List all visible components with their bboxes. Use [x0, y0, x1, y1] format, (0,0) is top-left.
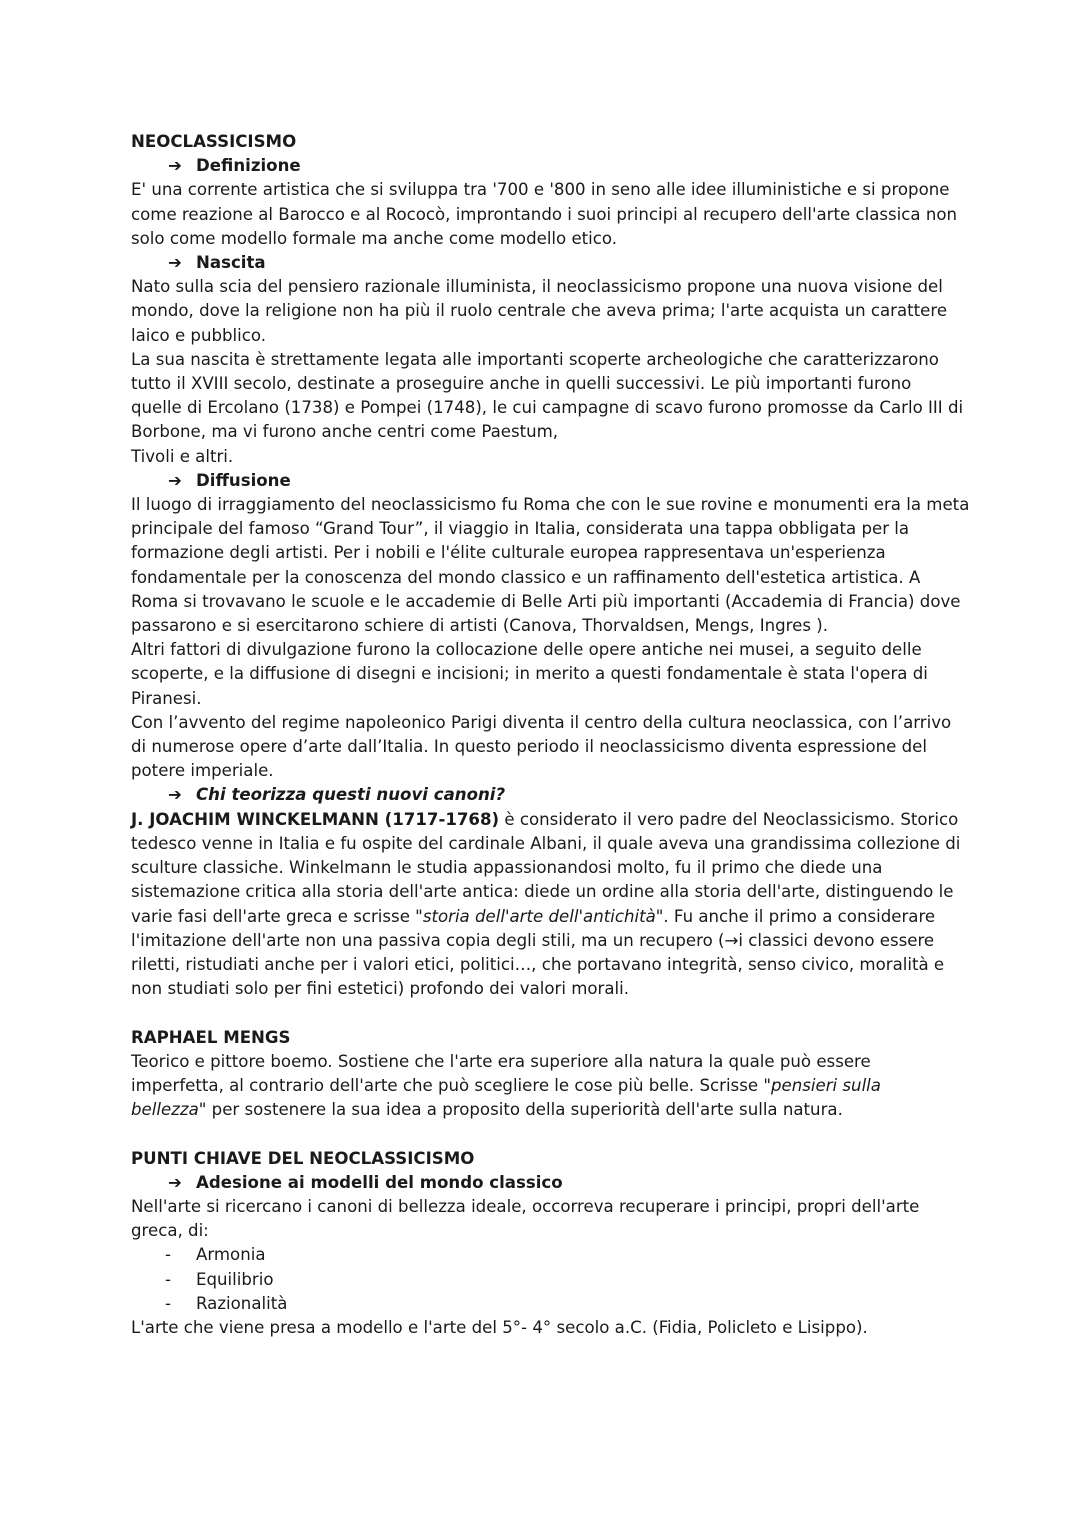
dash-bullet: - [165, 1293, 171, 1313]
paragraph-line: Roma si trovavano le scuole e le accademie di Belle Arti più importanti (Accademia di Francia) dove [131, 591, 961, 611]
paragraph-line: passarono e si esercitarono schiere di artisti (Canova, Thorvaldsen, Mengs, Ingres ). [131, 616, 828, 636]
paragraph-line: sistemazione critica alla storia dell'arte antica: diede un ordine alla storia dell'arte, distinguendo le [131, 882, 954, 902]
subheading-chi-teorizza: ➔ Chi teorizza questi nuovi canoni? [131, 783, 950, 807]
dash-bullet: - [165, 1245, 171, 1265]
section-title-punti-chiave: PUNTI CHIAVE DEL NEOCLASSICISMO [131, 1148, 475, 1168]
paragraph-line: fondamentale per la conoscenza del mondo classico e un raffinamento dell'estetica artistica. A [131, 567, 921, 587]
arrow-icon: ➔ [168, 253, 182, 273]
arrow-icon: ➔ [168, 1172, 182, 1192]
section-title-neoclassicismo: NEOCLASSICISMO [131, 132, 297, 151]
paragraph-line: Altri fattori di divulgazione furono la collocazione delle opere antiche nei musei, a seguito delle [131, 640, 922, 660]
spacer [131, 1122, 950, 1146]
arrow-icon: ➔ [168, 785, 182, 805]
paragraph-line: Il luogo di irraggiamento del neoclassicismo fu Roma che con le sue rovine e monumenti era la meta [131, 495, 970, 515]
paragraph-line: l'imitazione dell'arte non una passiva copia degli stili, ma un recupero (→i classici devono essere [131, 930, 935, 950]
arrow-icon: ➔ [168, 156, 182, 176]
paragraph-line: come reazione al Barocco e al Rococò, improntando i suoi principi al recupero dell'arte classica non [131, 204, 958, 224]
section-title-mengs: RAPHAEL MENGS [131, 1027, 291, 1047]
paragraph-line: Con l’avvento del regime napoleonico Parigi diventa il centro della cultura neoclassica, con l’arrivo [131, 712, 952, 732]
paragraph-line: di numerose opere d’arte dall’Italia. In questo periodo il neoclassicismo diventa espressione del [131, 737, 927, 757]
subheading-diffusione: ➔ Diffusione [131, 469, 950, 493]
subheading-adesione: ➔ Adesione ai modelli del mondo classico [131, 1171, 950, 1195]
paragraph-line-winckelmann: J. JOACHIM WINCKELMANN (1717-1768) è considerato il vero padre del Neoclassicismo. Storico [131, 809, 959, 829]
paragraph-line: La sua nascita è strettamente legata alle importanti scoperte archeologiche che caratterizzarono [131, 349, 939, 369]
paragraph-line: L'arte che viene presa a modello e l'arte del 5°- 4° secolo a.C. (Fidia, Policleto e Lisippo). [131, 1317, 868, 1337]
paragraph-line: bellezza" per sostenere la sua idea a proposito della superiorità dell'arte sulla natura. [131, 1100, 843, 1120]
paragraph-line: Teorico e pittore boemo. Sostiene che l'arte era superiore alla natura la quale può essere [131, 1051, 871, 1071]
paragraph-line: Nato sulla scia del pensiero razionale illuminista, il neoclassicismo propone una nuova visione del [131, 277, 943, 297]
list-item: - Armonia [131, 1243, 950, 1267]
paragraph-line: scoperte, e la diffusione di disegni e incisioni; in merito a questi fondamentale è stata l'opera di [131, 664, 928, 684]
paragraph-line: Borbone, ma vi furono anche centri come Paestum, [131, 422, 559, 442]
paragraph-line: non studiati solo per fini estetici) profondo dei valori morali. [131, 979, 630, 999]
list-item: - Razionalità [131, 1292, 950, 1316]
subheading-nascita: ➔ Nascita [131, 251, 950, 275]
paragraph-line: tutto il XVIII secolo, destinate a proseguire anche in quelli successivi. Le più importanti furono [131, 374, 912, 394]
book-title: bellezza" [131, 1100, 207, 1120]
paragraph-line: principale del famoso “Grand Tour”, il viaggio in Italia, considerata una tappa obbligata per la [131, 519, 910, 539]
arrow-icon: ➔ [168, 470, 182, 490]
paragraph-line: laico e pubblico. [131, 325, 267, 345]
paragraph-line: mondo, dove la religione non ha più il ruolo centrale che aveva prima; l'arte acquista un carattere [131, 301, 948, 321]
paragraph-line: riletti, ristudiati anche per i valori etici, politici…, che portavano integrità, senso civico, moralità e [131, 954, 945, 974]
winckelmann-name: J. JOACHIM WINCKELMANN (1717-1768) [131, 809, 500, 829]
paragraph-line: varie fasi dell'arte greca e scrisse "storia dell'arte dell'antichità". Fu anche il primo a considerare [131, 906, 936, 926]
subheading-definizione: ➔ Definizione [131, 154, 950, 178]
dash-bullet: - [165, 1269, 171, 1289]
paragraph-line: greca, di: [131, 1221, 209, 1241]
paragraph-line: Nell'arte si ricercano i canoni di bellezza ideale, occorreva recuperare i principi, propri dell'arte [131, 1196, 920, 1216]
spacer [131, 1001, 950, 1025]
paragraph-line: sculture classiche. Winkelmann le studia appassionandosi molto, fu il primo che diede una [131, 858, 883, 878]
paragraph-line: formazione degli artisti. Per i nobili e l'élite culturale europea rappresentava un'esperienza [131, 543, 886, 563]
book-title: "pensieri sulla [763, 1075, 881, 1095]
paragraph-line: solo come modello formale ma anche come modello etico. [131, 228, 618, 248]
paragraph-line: potere imperiale. [131, 761, 274, 781]
paragraph-line: imperfetta, al contrario dell'arte che può scegliere le cose più belle. Scrisse "pensieri sulla [131, 1075, 881, 1095]
paragraph-line: E' una corrente artistica che si sviluppa tra '700 e '800 in seno alle idee illuministiche e si propone [131, 180, 950, 200]
list-item: - Equilibrio [131, 1268, 950, 1292]
paragraph-line: Piranesi. [131, 688, 202, 708]
paragraph-line: quelle di Ercolano (1738) e Pompei (1748), le cui campagne di scavo furono promosse da Carlo III di [131, 398, 964, 418]
book-title: storia dell'arte dell'antichità [422, 906, 656, 926]
paragraph-line: tedesco venne in Italia e fu ospite del cardinale Albani, il quale aveva una grandissima collezione di [131, 833, 961, 853]
paragraph-line: Tivoli e altri. [131, 446, 234, 466]
